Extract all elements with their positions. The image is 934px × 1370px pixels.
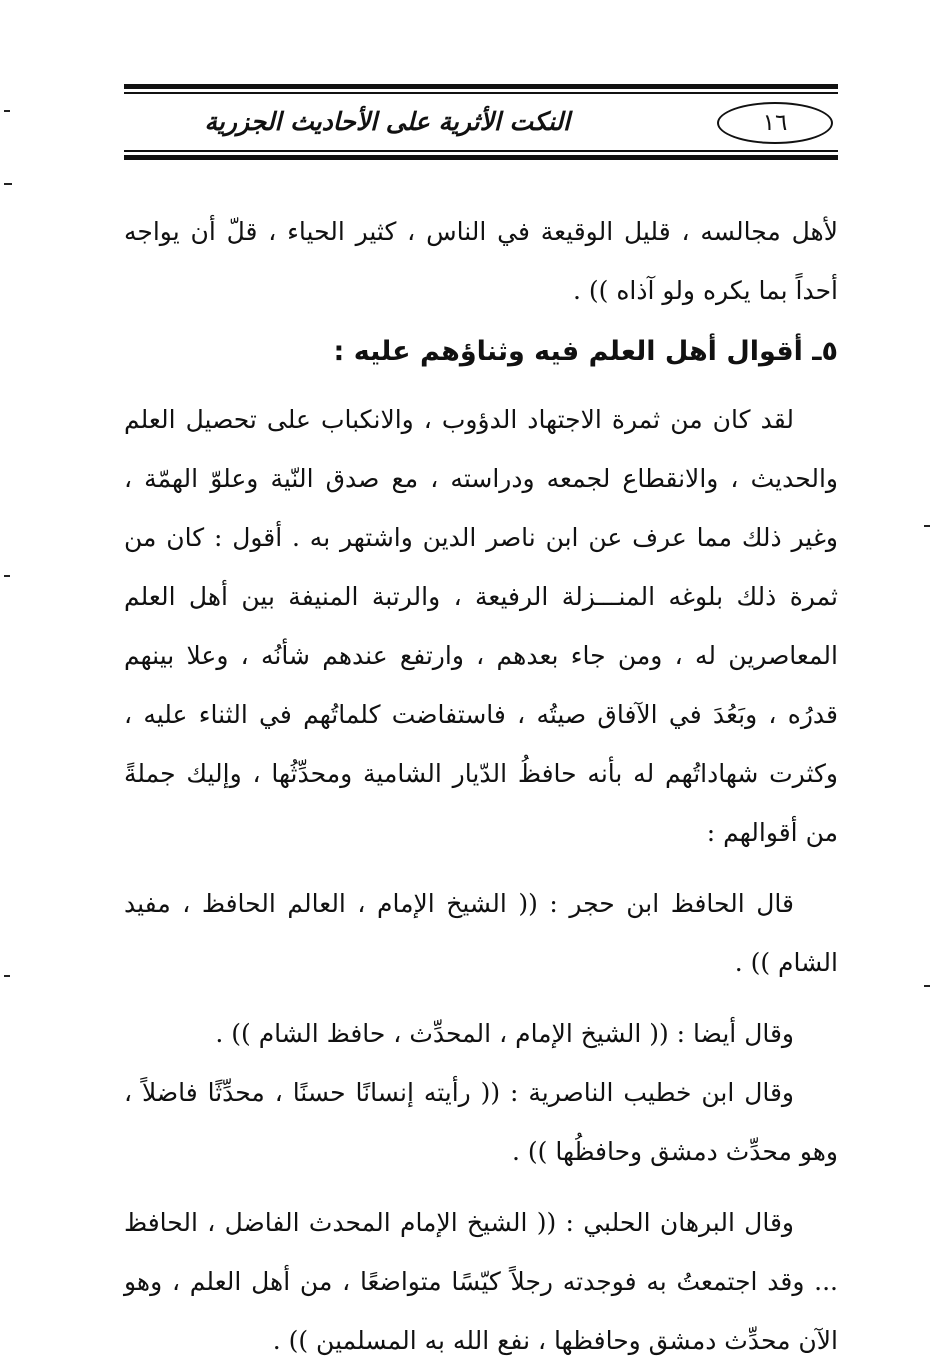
- header-rule-bottom-thin: [124, 150, 838, 152]
- header-rule-bottom-thick: [124, 155, 838, 160]
- paragraph-burhan-halabi: وقال البرهان الحلبي : (( الشيخ الإمام المحدث الفاضل ، الحافظ ... وقد اجتمعتُ به فوجدته رجلاً كيّسًا متواضعًا ، من أهل العلم ، وهو الآن محدِّث دمشق وحافظها ، نفع الله به المسلمين )) .: [124, 1208, 838, 1355]
- page-number-badge: ١٦: [717, 102, 833, 144]
- running-header-title: النكت الأثرية على الأحاديث الجزرية: [204, 107, 570, 136]
- scan-mark: [4, 110, 10, 112]
- paragraph-scholars-praise: لقد كان من ثمرة الاجتهاد الدؤوب ، والانكباب على تحصيل العلم والحديث ، والانقطاع لجمعه ودراسته ، مع صدق النّية وعلوّ الهمّة ، وغير ذلك مما عرف عن ابن ناصر الدين واشتهر به . أقول : كان من ثمرة ذلك بلوغه المنـــزلة الرفيعة ، والرتبة المنيفة بين أهل العلم المعاصرين له ، ومن جاء بعدهم ، وارتفع عندهم شأنُه ، وعلا بينهم قدرُه ، وبَعُدَ في الآفاق صيتُه ، فاستفاضت كلماتُهم في الثناء عليه ، وكثرت شهاداتُهم له بأنه حافظُ الدّيار الشامية ومحدِّثُها ، وإليك جملةً من أقوالهم :: [124, 405, 839, 847]
- section-heading: ٥ـ أقوال أهل العلم فيه وثناؤهم عليه :: [333, 336, 838, 367]
- page-body: [124, 202, 838, 1370]
- header-rule-top-thin: [124, 92, 838, 94]
- scan-mark: [4, 183, 12, 185]
- paragraph-ibn-hajar: قال الحافظ ابن حجر : (( الشيخ الإمام ، العالم الحافظ ، مفيد الشام )) .: [124, 889, 838, 977]
- intro-paragraph: لأهل مجالسه ، قليل الوقيعة في الناس ، كثير الحياء ، قلّ أن يواجه أحداً بما يكره ولو آذاه )) .: [124, 217, 838, 305]
- scan-mark: [924, 525, 930, 527]
- scan-mark: [924, 985, 930, 987]
- paragraph-ibn-khatib: وقال ابن خطيب الناصرية : (( رأيته إنسانًا حسنًا ، محدِّثًا فاضلاً ، وهو محدِّث دمشق وحافظُها )) .: [124, 1078, 838, 1166]
- scan-mark: [4, 975, 10, 977]
- header-rule-top-thick: [124, 84, 838, 89]
- scan-mark: [4, 575, 10, 577]
- paragraph-ibn-hajar-2: وقال أيضا : (( الشيخ الإمام ، المحدِّث ، حافظ الشام )) .: [215, 1019, 794, 1048]
